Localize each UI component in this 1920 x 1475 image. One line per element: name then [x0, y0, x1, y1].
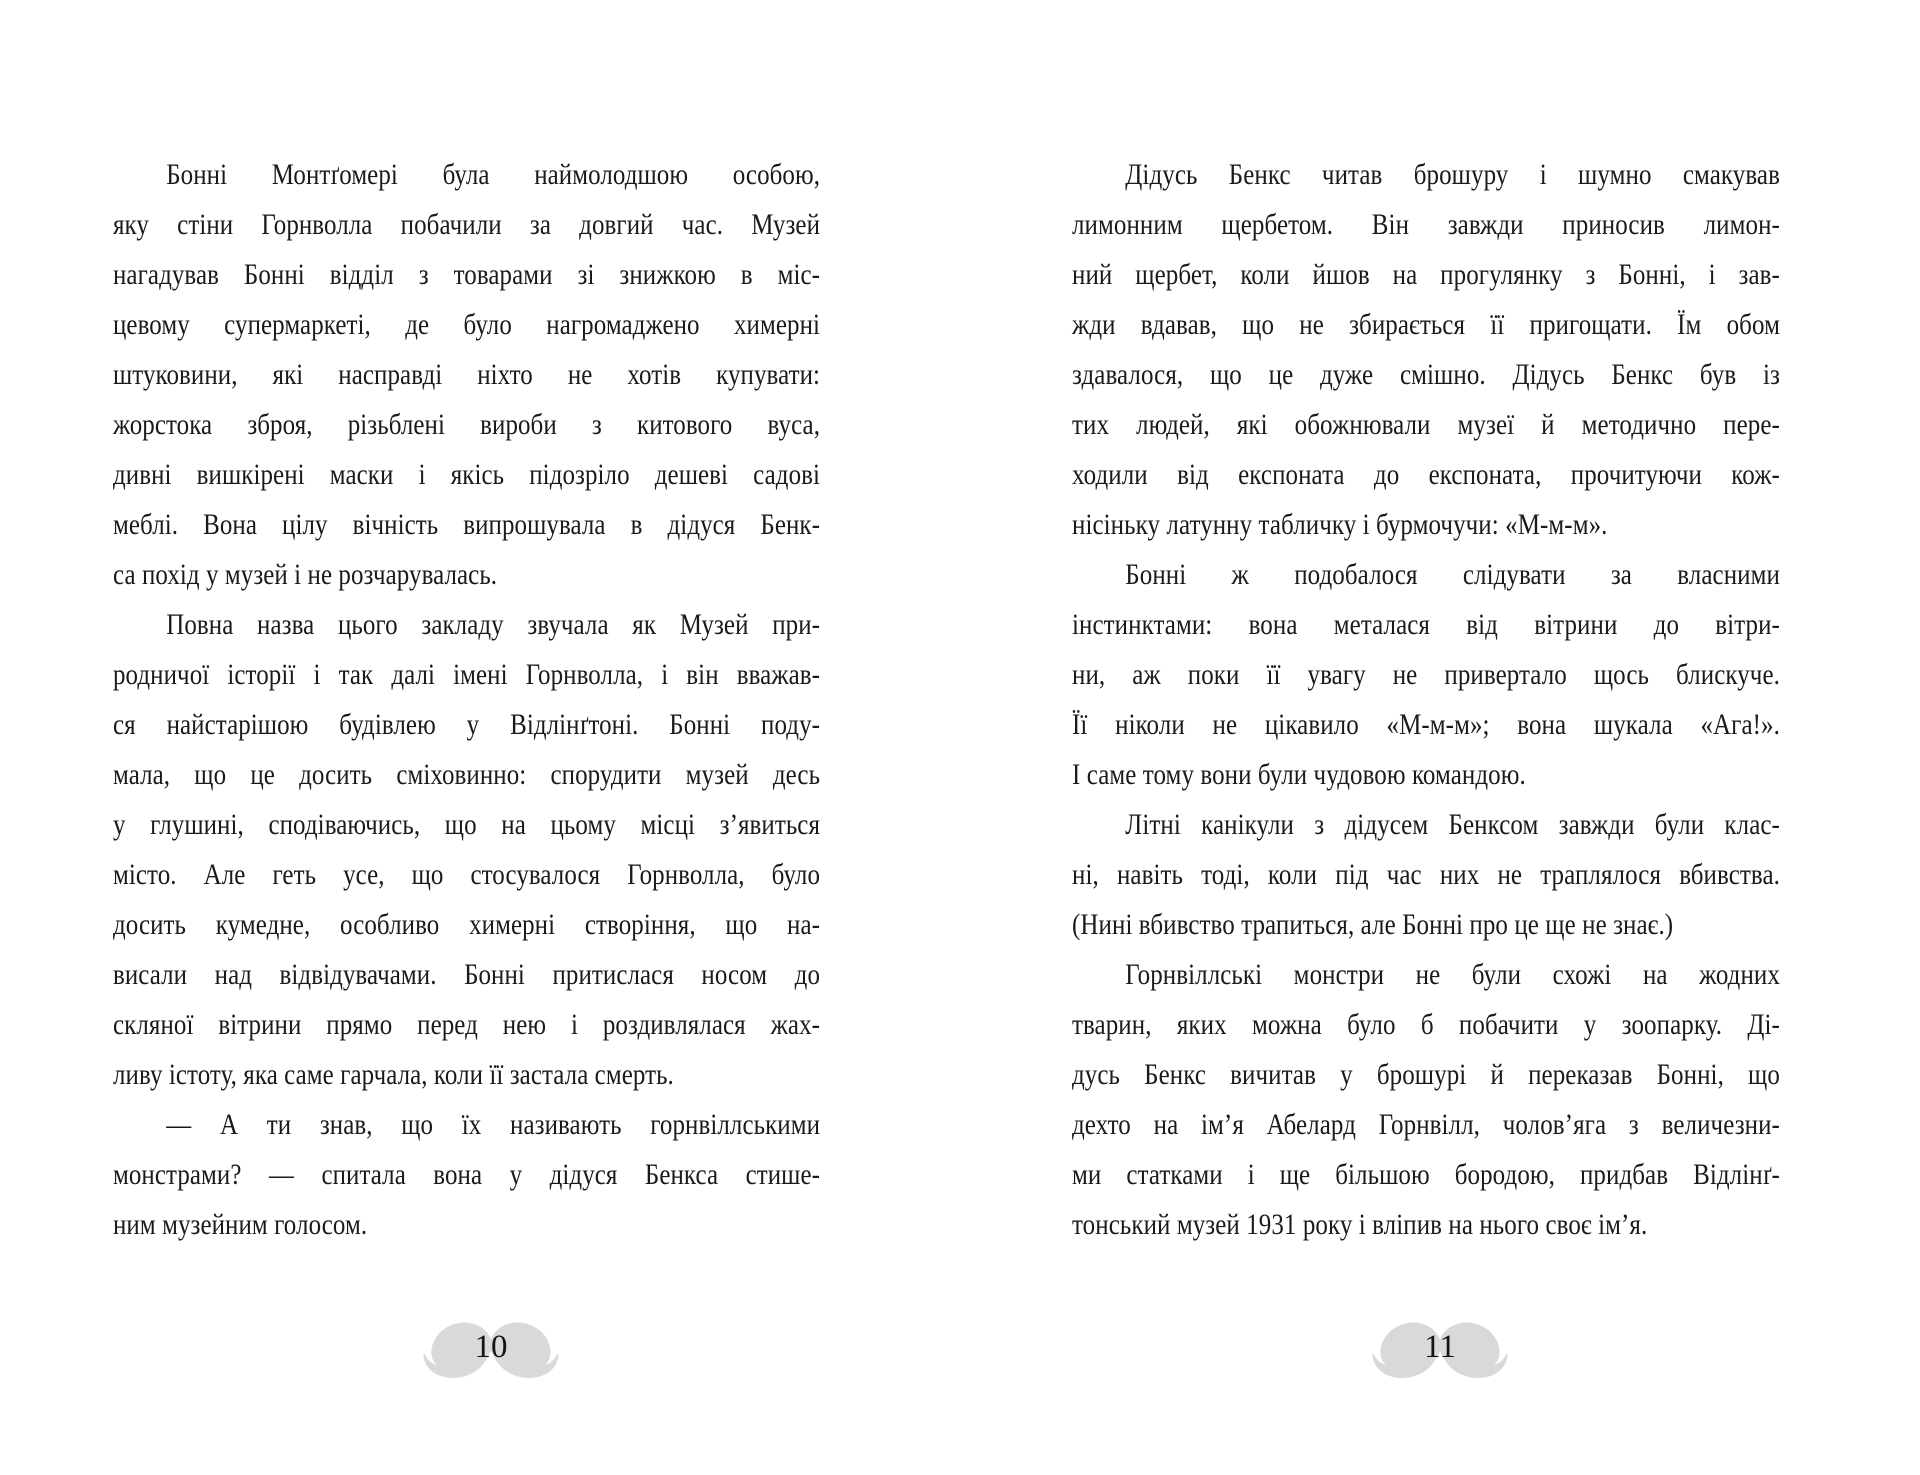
text-line: жорстока зброя, різьблені вироби з китового вуса, — [113, 408, 821, 441]
page-number-left: 10 — [474, 1328, 508, 1365]
text-line: тонський музей 1931 року і вліпив на нього своє ім’я. — [1072, 1208, 1648, 1241]
text-line: дусь Бенкс вичитав у брошурі й переказав Бонні, що — [1072, 1058, 1780, 1091]
text-line: лимонним щербетом. Він завжди приносив лимон- — [1072, 208, 1780, 241]
text-line: Бонні Монтґомері була наймолодшою особою, — [166, 158, 821, 191]
text-line: родничої історії і так далі імені Горнволла, і він вважав- — [113, 658, 821, 691]
text-line: яку стіни Горнволла побачили за довгий час. Музей — [113, 208, 821, 241]
page-right-lines — [1072, 150, 1780, 1250]
text-line: Літні канікули з дідусем Бенксом завжди були клас- — [1125, 808, 1780, 841]
text-line: ни, аж поки її увагу не привертало щось блискуче. — [1072, 658, 1780, 691]
text-line: мала, що це досить сміховинно: спорудити музей десь — [113, 758, 821, 791]
text-line: у глушині, сподіваючись, що на цьому місці з’явиться — [113, 808, 821, 841]
text-line: меблі. Вона цілу вічність випрошувала в дідуся Бенк- — [113, 508, 821, 541]
page-number-right: 11 — [1424, 1328, 1456, 1365]
text-line: ливу істоту, яка саме гарчала, коли її застала смерть. — [113, 1058, 674, 1091]
page-right-folio — [1370, 1318, 1510, 1380]
text-line: І саме тому вони були чудовою командою. — [1072, 758, 1526, 791]
text-line: місто. Але геть усе, що стосувалося Горнволла, було — [113, 858, 821, 891]
text-line: нісіньку латунну табличку і бурмочучи: «М-м-м». — [1072, 508, 1608, 541]
text-line: — А ти знав, що їх називають горнвіллськими — [166, 1108, 821, 1141]
text-line: висали над відвідувачами. Бонні притислася носом до — [113, 958, 821, 991]
text-line: цевому супермаркеті, де було нагромаджено химерні — [113, 308, 821, 341]
text-line: Бонні ж подобалося слідувати за власними — [1125, 558, 1780, 591]
text-line: скляної вітрини прямо перед нею і роздивлялася жах- — [113, 1008, 821, 1041]
text-line: нагадував Бонні відділ з товарами зі знижкою в міс- — [113, 258, 821, 291]
text-line: дивні вишкірені маски і якісь підозріло дешеві садові — [113, 458, 821, 491]
page-left-folio — [421, 1318, 561, 1380]
text-line: дехто на ім’я Абелард Горнвілл, чолов’яга з величезни- — [1072, 1108, 1780, 1141]
text-line: здавалося, що це дуже смішно. Дідусь Бенкс був із — [1072, 358, 1780, 391]
text-line: тих людей, які обожнювали музеї й методично пере- — [1072, 408, 1780, 441]
text-line: са похід у музей і не розчарувалась. — [113, 558, 498, 591]
text-line: монстрами? — спитала вона у дідуся Бенкса стише- — [113, 1158, 821, 1191]
text-line: штуковини, які насправді ніхто не хотів купувати: — [113, 358, 821, 391]
page-right-text-column — [1072, 150, 1780, 1250]
page-left-text-column — [113, 150, 820, 1250]
text-line: ми статками і ще більшою бородою, придбав Відлінґ- — [1072, 1158, 1780, 1191]
text-line: жди вдавав, що не збирається її пригощати. Їм обом — [1072, 308, 1780, 341]
text-line: ся найстарішою будівлею у Відлінґтоні. Бонні поду- — [113, 708, 821, 741]
page-left-lines — [113, 150, 820, 1250]
text-line: ний щербет, коли йшов на прогулянку з Бонні, і зав- — [1072, 258, 1780, 291]
text-line: тварин, яких можна було б побачити у зоопарку. Ді- — [1072, 1008, 1780, 1041]
text-line: (Нині вбивство трапиться, але Бонні про це ще не знає.) — [1072, 908, 1674, 941]
text-line: ходили від експоната до експоната, прочитуючи кож- — [1072, 458, 1780, 491]
text-line: досить кумедне, особливо химерні створіння, що на- — [113, 908, 821, 941]
text-line: Дідусь Бенкс читав брошуру і шумно смакував — [1125, 158, 1780, 191]
text-line: Горнвіллські монстри не були схожі на жодних — [1125, 958, 1780, 991]
text-line: ні, навіть тоді, коли під час них не траплялося вбивства. — [1072, 858, 1780, 891]
text-line: інстинктами: вона металася від вітрини до вітри- — [1072, 608, 1780, 641]
text-line: ним музейним голосом. — [113, 1208, 368, 1241]
text-line: Повна назва цього закладу звучала як Музей при- — [166, 608, 821, 641]
text-line: Її ніколи не цікавило «М-м-м»; вона шукала «Ага!». — [1072, 708, 1780, 741]
